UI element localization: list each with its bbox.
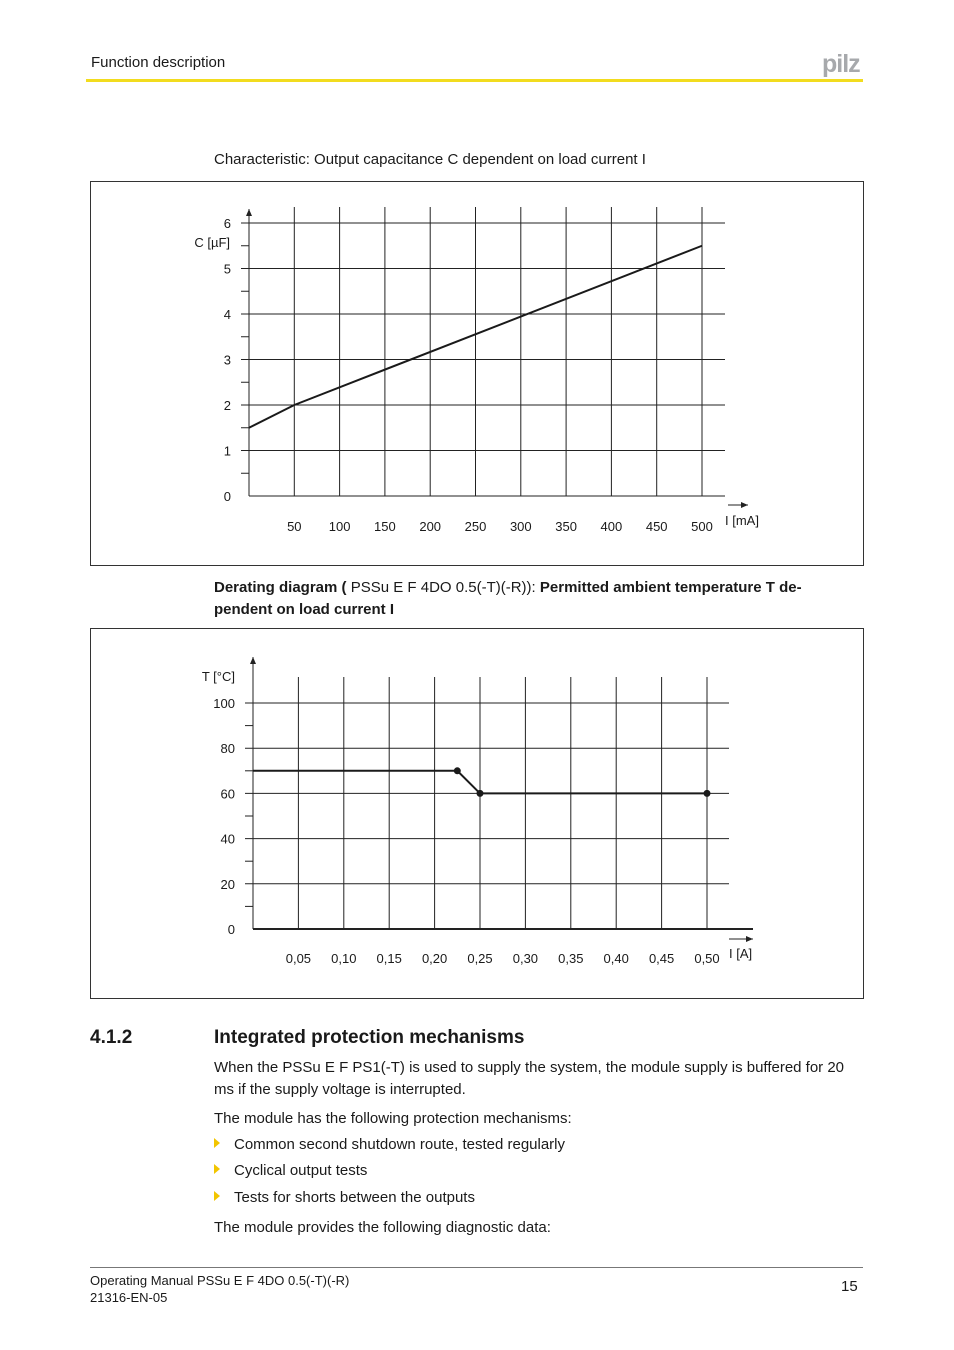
pilz-logo: pilz	[822, 50, 860, 78]
y-tick-label: 2	[223, 398, 231, 413]
x-tick-label: 0,25	[467, 951, 493, 966]
x-tick-label: 0,45	[648, 951, 675, 966]
y-tick-label: 1	[223, 443, 231, 459]
x-tick-label: 0,20	[421, 951, 448, 966]
x-tick-label: 0,30	[512, 951, 539, 966]
y-tick-label: 0	[227, 922, 235, 937]
capacitance-chart	[91, 182, 863, 565]
y-tick-label: 3	[223, 352, 231, 368]
x-tick-label: 50	[287, 519, 302, 534]
bullet-arrow-icon	[214, 1164, 220, 1174]
y-tick-label: 60	[220, 786, 235, 802]
x-tick-label: 0,15	[376, 951, 402, 966]
bullet-arrow-icon	[214, 1191, 220, 1201]
bullet-text: Cyclical output tests	[234, 1162, 368, 1179]
chart1-caption: Characteristic: Output capacitance C dependent on load current I	[214, 151, 646, 168]
header-rule	[86, 79, 863, 82]
x-tick-label: 250	[464, 519, 487, 534]
bullet-arrow-icon	[214, 1138, 220, 1148]
x-tick-label: 0,40	[603, 951, 629, 966]
chart2-caption-normal: PSSu E F 4DO 0.5(-T)(-R)):	[346, 579, 540, 596]
x-tick-label: 0,35	[558, 951, 584, 966]
series-point	[477, 790, 484, 797]
y-axis-arrow-icon	[250, 657, 256, 664]
x-label-arrow-icon	[741, 502, 748, 508]
x-tick-label: 350	[555, 519, 577, 534]
y-tick-label: 4	[223, 307, 231, 322]
bullet-item	[214, 1189, 475, 1206]
x-tick-label: 0,10	[331, 951, 357, 966]
x-tick-label: 300	[509, 519, 532, 534]
section-paragraph-1: When the PSSu E F PS1(-T) is used to supply the system, the module supply is buffered for 20 ms if the supply voltage is interrupted.	[214, 1059, 845, 1098]
x-tick-label: 0,50	[694, 951, 720, 966]
section-number: 4.1.2	[90, 1027, 133, 1048]
y-tick-label: 40	[220, 831, 235, 847]
chart2-caption-bold2: Permitted ambient temperature T de-pendent on load current I	[214, 579, 802, 618]
series-point	[454, 767, 461, 774]
footer-rule	[90, 1267, 863, 1268]
bullet-item	[214, 1162, 367, 1179]
footer-doc-number: 21316-EN-05	[90, 1290, 168, 1305]
chart2-caption	[214, 577, 854, 621]
x-tick-label: 0,05	[285, 951, 312, 966]
y-tick-label: 20	[220, 876, 235, 892]
derating-chart	[91, 629, 863, 998]
x-tick-label: 100	[328, 519, 351, 534]
x-tick-label: 450	[645, 519, 668, 534]
x-tick-label: 200	[419, 519, 442, 534]
section-paragraph-3: The module provides the following diagnostic data:	[214, 1219, 551, 1236]
x-tick-label: 500	[691, 519, 713, 534]
x-axis-title: I [A]	[729, 946, 753, 961]
y-tick-label: 100	[213, 696, 235, 711]
x-label-arrow-icon	[746, 936, 753, 942]
bullet-text: Common second shutdown route, tested regularly	[234, 1136, 566, 1153]
x-axis-title: I [mA]	[725, 513, 759, 528]
y-axis-title: T [°C]	[201, 669, 235, 684]
series-point	[704, 790, 711, 797]
bullet-item	[214, 1136, 565, 1153]
page-number: 15	[841, 1278, 858, 1295]
section-paragraph-2: The module has the following protection mechanisms:	[214, 1110, 572, 1127]
chart2-caption-bold1: Derating diagram (	[214, 579, 347, 596]
chart2-frame	[90, 628, 864, 999]
bullet-text: Tests for shorts between the outputs	[234, 1189, 475, 1206]
footer-manual-title: Operating Manual PSSu E F 4DO 0.5(-T)(-R)	[90, 1273, 350, 1288]
y-tick-label: 80	[220, 741, 235, 757]
y-axis-arrow-icon	[246, 209, 252, 216]
x-tick-label: 400	[600, 519, 623, 534]
y-tick-label: 5	[223, 261, 231, 277]
y-axis-title: C [µF]	[194, 235, 230, 250]
y-tick-label: 0	[223, 489, 231, 504]
section-title: Integrated protection mechanisms	[214, 1027, 525, 1048]
chart1-frame	[90, 181, 864, 566]
header-title: Function description	[91, 54, 226, 71]
y-tick-label: 6	[223, 216, 231, 231]
x-tick-label: 150	[374, 519, 396, 534]
